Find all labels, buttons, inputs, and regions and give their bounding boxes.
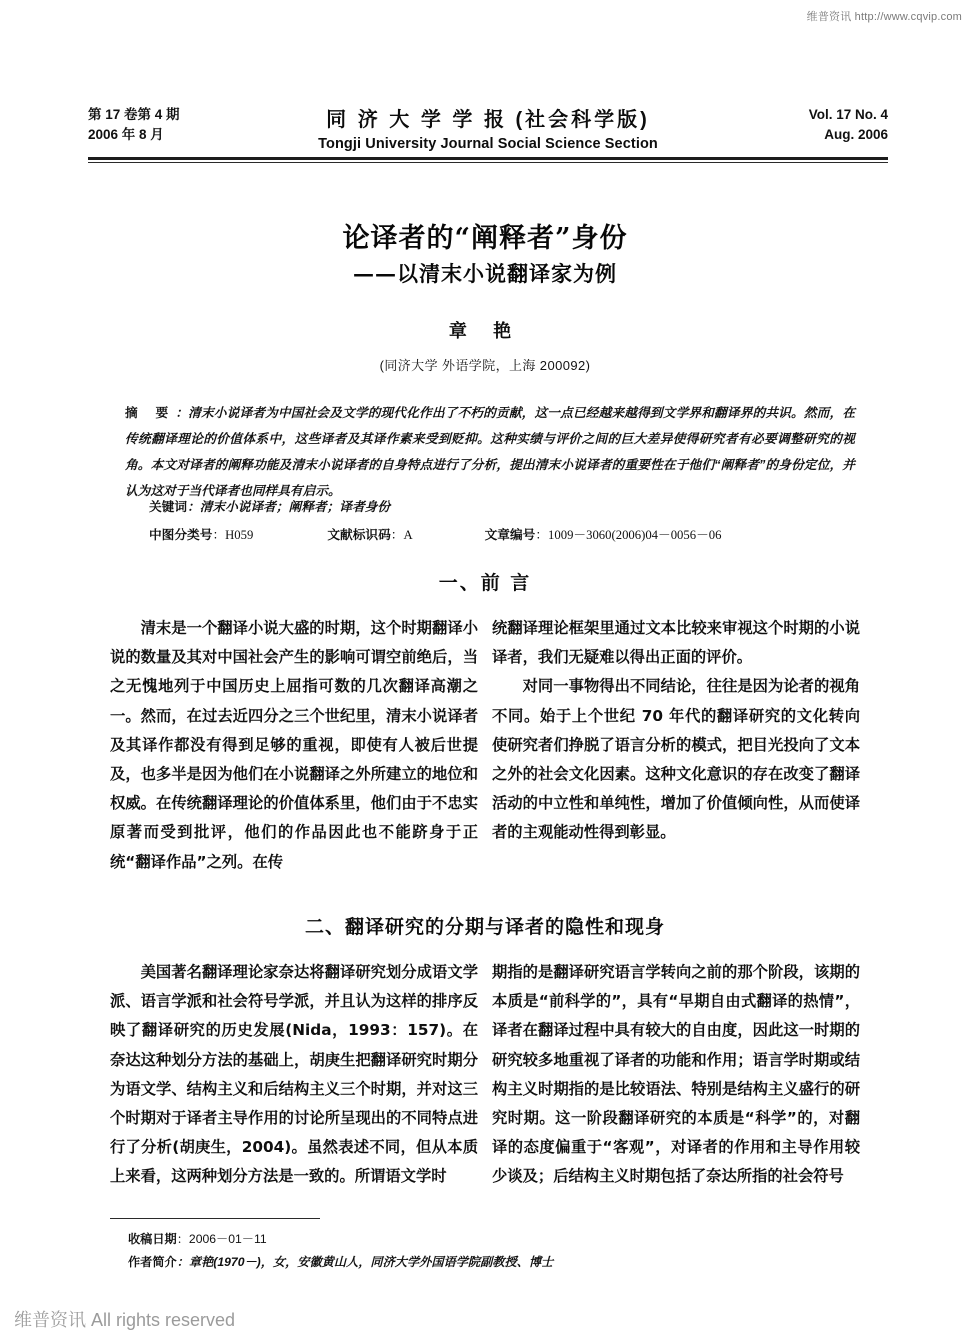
article-id — [485, 524, 722, 543]
clc-code — [149, 524, 253, 543]
paragraph: 美国著名翻译理论家奈达将翻译研究划分成语文学派、语言学派和社会符号学派，并且认为这样的排序反映了翻译研究的历史发展(Nida，1993：157)。在奈达这种划分方法的基础上，胡庚生把翻译研究时期分为语文学、结构主义和后结构主义三个时期，并对这三个时期对于译者主导作用的讨论所呈现出的不同特点进行了分析(胡庚生，2004)。虽然表述不同，但从本质上来看，这两种划分方法是一致的。所谓语文学时 — [110, 963, 478, 1186]
document-code — [327, 524, 412, 543]
paragraph: 对同一事物得出不同结论，往往是因为论者的视角不同。始于上个世纪 70 年代的翻译研究的文化转向使研究者们挣脱了语言分析的模式，把目光投向了文本之外的社会文化因素。这种文化意识的存在改变了翻译活动的中立性和单纯性，增加了价值倾向性，从而使译者的主观能动性得到彰显。 — [492, 677, 860, 842]
journal-title-en: Tongji University Journal Social Science Section — [318, 136, 658, 152]
author-name: 章 艳 — [448, 321, 522, 342]
classification-codes — [125, 524, 865, 543]
author-bio — [128, 1251, 828, 1274]
keywords-label: 关键词 — [149, 500, 188, 514]
issue-date-cn: 2006 年 8 月 — [88, 127, 164, 142]
clc-value: ：H059 — [212, 528, 254, 542]
footnote-divider — [110, 1218, 320, 1219]
footnote-block — [128, 1228, 828, 1274]
paragraph: 统翻译理论框架里通过文本比较来审视这个时期的小说译者，我们无疑难以得出正面的评价。 — [492, 619, 860, 667]
paragraph: 期指的是翻译研究语言学转向之前的那个阶段，该期的本质是“前科学的”，具有“早期自由式翻译的热情”，译者在翻译过程中具有较大的自由度，因此这一时期的研究较多地重视了译者的功能和作用；语言学时期或结构主义时期指的是比较语法、特别是结构主义盛行的研究时期。这一阶段翻译研究的本质是“科学”的，对翻译的态度偏重于“客观”，对译者的作用和主导作用较少谈及；后结构主义时期包括了奈达所指的社会符号 — [492, 963, 860, 1186]
volume-issue: 第 17 卷第 4 期 — [88, 107, 180, 122]
section-1-column-right — [492, 614, 860, 848]
received-date — [128, 1228, 828, 1251]
issue-date-en: Aug. 2006 — [824, 127, 888, 142]
section-1-heading: 一、前 言 — [438, 572, 532, 594]
watermark-bottom-left: 维普资讯 All rights reserved — [14, 1310, 236, 1330]
document-code-label: 文献标识码 — [327, 528, 391, 542]
section-2-column-left — [110, 958, 478, 1192]
watermark-top-right: 维普资讯 http://www.cqvip.com — [806, 11, 962, 23]
divider-thick-line — [88, 157, 888, 160]
document-code-value: ：A — [390, 528, 413, 542]
masthead-center — [88, 103, 888, 152]
section-2-heading: 二、翻译研究的分期与译者的隐性和现身 — [304, 916, 665, 938]
article-id-label: 文章编号 — [484, 528, 536, 542]
masthead — [88, 105, 888, 157]
abstract-label: 摘 要 — [125, 406, 176, 420]
paragraph: 清末是一个翻译小说大盛的时期，这个时期翻译小说的数量及其对中国社会产生的影响可谓空前绝后，当之无愧地列于中国历史上屈指可数的几次翻译高潮之一。然而，在过去近四分之三个世纪里，清末小说译者及其译作都没有得到足够的重视，即使有人被后世提及，也多半是因为他们在小说翻译之外所建立的地位和权威。在传统翻译理论的价值体系里，他们由于不忠实原著而受到批评，他们的作品因此也不能跻身于正统“翻译作品”之列。在传 — [110, 619, 478, 871]
author-bio-label: 作者简介 — [128, 1255, 177, 1269]
divider-thin-line — [88, 162, 888, 163]
author-affiliation: (同济大学 外语学院，上海 200092) — [379, 358, 591, 373]
keywords-text: ：清末小说译者；阐释者；译者身份 — [187, 500, 391, 514]
volume-issue-en: Vol. 17 No. 4 — [808, 107, 888, 122]
received-date-value: ：2006－01－11 — [176, 1232, 267, 1246]
received-date-label: 收稿日期 — [128, 1232, 177, 1246]
keywords-block — [125, 495, 855, 519]
section-2-column-right — [492, 958, 860, 1192]
article-title: 论译者的“阐释者”身份 — [342, 223, 628, 254]
masthead-divider — [88, 157, 888, 165]
article-subtitle: ——以清末小说翻译家为例 — [353, 261, 617, 286]
journal-title-cn: 同 济 大 学 学 报 (社会科学版) — [326, 109, 650, 131]
abstract-text: ：清末小说译者为中国社会及文学的现代化作出了不朽的贡献，这一点已经越来越得到文学界和翻译界的共识。然而，在传统翻译理论的价值体系中，这些译者及其译作素来受到贬抑。这种实绩与评价之间的巨大差异使得研究者有必要调整研究的视角。本文对译者的阐释功能及清末小说译者的自身特点进行了分析，提出清末小说译者的重要性在于他们“阐释者”的身份定位，并认为这对于当代译者也同样具有启示。 — [125, 406, 856, 498]
masthead-right — [809, 105, 888, 145]
abstract-block — [125, 400, 855, 504]
author-bio-value: ：章艳(1970－)，女，安徽黄山人，同济大学外国语学院副教授、博士 — [176, 1255, 554, 1269]
article-id-value: ：1009－3060(2006)04－0056－06 — [535, 528, 722, 542]
clc-label: 中图分类号 — [149, 528, 213, 542]
section-1-column-left — [110, 614, 478, 877]
